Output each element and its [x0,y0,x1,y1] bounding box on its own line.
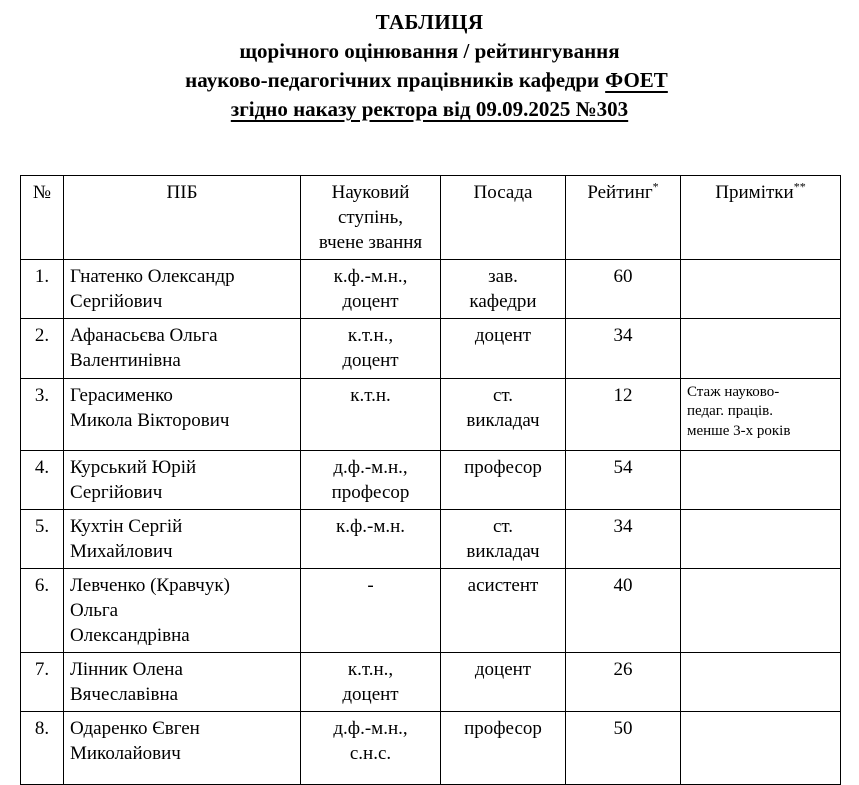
table-body [21,260,841,785]
person-fullname-line: Герасименко [70,384,173,406]
rating-value: 12 [566,378,681,450]
column-header-degree-line-3: вчене звання [318,232,423,254]
academic-degree [301,260,441,319]
person-fullname-line: Михайлович [70,540,173,562]
person-fullname [64,712,301,785]
row-number: 2. [21,319,64,378]
job-position [441,450,566,509]
academic-degree-line: к.ф.-м.н., [333,266,408,288]
job-position [441,509,566,568]
row-number: 5. [21,509,64,568]
person-fullname [64,653,301,712]
order-reference: згідно наказу ректора від 09.09.2025 №303 [230,96,629,121]
job-position [441,378,566,450]
job-position [441,653,566,712]
job-position-line: викладач [466,409,540,431]
academic-degree [301,378,441,450]
table-row [21,319,841,378]
column-header-notes [681,176,841,260]
column-header-notes-label: Примітки [715,182,794,203]
person-fullname-line: Вячеславівна [70,684,179,706]
academic-degree [301,450,441,509]
rating-value: 40 [566,568,681,652]
job-position-line: доцент [474,325,532,347]
column-header-degree-line-2: ступінь, [337,207,403,229]
notes-cell [681,450,841,509]
person-fullname-line: Сергійович [70,291,163,313]
person-fullname-line: Гнатенко Олександр [70,266,235,288]
page-title: ТАБЛИЦЯ [375,10,484,34]
column-header-degree [301,176,441,260]
notes-cell-line: Стаж науково- [687,383,780,400]
row-number: 6. [21,568,64,652]
job-position [441,712,566,785]
rating-footnote-marker: * [652,179,659,194]
rating-table-container [20,175,840,785]
notes-cell [681,712,841,785]
column-header-rating-label: Рейтинг [587,182,653,203]
academic-degree-line: д.ф.-м.н., [333,456,408,478]
person-fullname-line: Валентинівна [70,350,181,372]
rating-value: 26 [566,653,681,712]
job-position-line: ст. [492,384,514,406]
job-position-line: асистент [467,574,539,596]
academic-degree [301,712,441,785]
job-position-line: кафедри [469,291,537,313]
notes-cell-line: менше 3-х років [687,423,791,440]
notes-footnote-marker: ** [793,179,806,194]
person-fullname [64,319,301,378]
table-header-row [21,176,841,260]
rating-value: 60 [566,260,681,319]
rating-value: 50 [566,712,681,785]
table-row [21,568,841,652]
academic-degree-line: - [367,574,374,596]
academic-degree-line: с.н.с. [349,743,392,765]
academic-degree [301,653,441,712]
person-fullname-line: Курський Юрій [70,456,197,478]
document-title-block [0,0,859,124]
notes-cell [681,260,841,319]
notes-cell-line: педаг. праців. [687,403,773,420]
person-fullname-line: Микола Вікторович [70,409,230,431]
row-number: 7. [21,653,64,712]
table-row [21,509,841,568]
notes-cell [681,509,841,568]
academic-degree-line: к.ф.-м.н. [335,515,406,537]
row-number: 3. [21,378,64,450]
row-number: 8. [21,712,64,785]
academic-degree-line: к.т.н., [347,659,394,681]
person-fullname [64,509,301,568]
person-fullname-line: Лінник Олена [70,659,183,681]
academic-degree-line: к.т.н. [350,384,391,406]
rating-value: 34 [566,509,681,568]
job-position-line: викладач [466,540,540,562]
job-position-line: зав. [488,266,518,288]
person-fullname-line: Миколайович [70,743,181,765]
notes-cell [681,653,841,712]
notes-cell [681,319,841,378]
person-fullname [64,568,301,652]
job-position-line: професор [464,718,542,740]
title-order-line [0,95,859,124]
person-fullname-line: Левченко (Кравчук) [70,574,230,596]
academic-degree-line: професор [331,481,410,503]
person-fullname-line: Сергійович [70,481,163,503]
academic-degree [301,509,441,568]
academic-degree [301,568,441,652]
notes-cell [681,378,841,450]
title-department-line [0,66,859,95]
academic-degree-line: д.ф.-м.н., [333,718,408,740]
person-fullname [64,260,301,319]
table-header [21,176,841,260]
rating-value: 34 [566,319,681,378]
title-subtitle: щорічного оцінювання / рейтингування [239,38,620,63]
person-fullname-line: Олександрівна [70,625,190,647]
column-header-position: Посада [441,176,566,260]
job-position-line: ст. [492,515,514,537]
rating-value: 54 [566,450,681,509]
job-position [441,260,566,319]
person-fullname [64,378,301,450]
academic-degree-line: к.т.н., [347,325,394,347]
table-row [21,653,841,712]
table-row [21,260,841,319]
row-number: 4. [21,450,64,509]
table-row [21,712,841,785]
column-header-fullname: ПІБ [64,176,301,260]
table-row [21,378,841,450]
academic-degree-line: доцент [342,291,399,313]
academic-degree-line: доцент [342,684,399,706]
job-position [441,319,566,378]
job-position [441,568,566,652]
person-fullname-line: Афанасьєва Ольга [70,325,218,347]
person-fullname-line: Ольга [70,599,119,621]
academic-degree-line: доцент [342,350,399,372]
person-fullname-line: Одаренко Євген [70,718,200,740]
person-fullname-line: Кухтін Сергій [70,515,183,537]
job-position-line: доцент [474,659,532,681]
notes-cell [681,568,841,652]
column-header-number: № [21,176,64,260]
column-header-rating [566,176,681,260]
job-position-line: професор [464,456,542,478]
person-fullname [64,450,301,509]
academic-degree [301,319,441,378]
rating-table [20,175,841,785]
row-number: 1. [21,260,64,319]
department-name: ФОЕТ [605,67,668,92]
column-header-degree-line-1: Науковий [331,182,410,203]
title-department-prefix: науково-педагогічних працівників кафедри [185,67,600,92]
table-row [21,450,841,509]
